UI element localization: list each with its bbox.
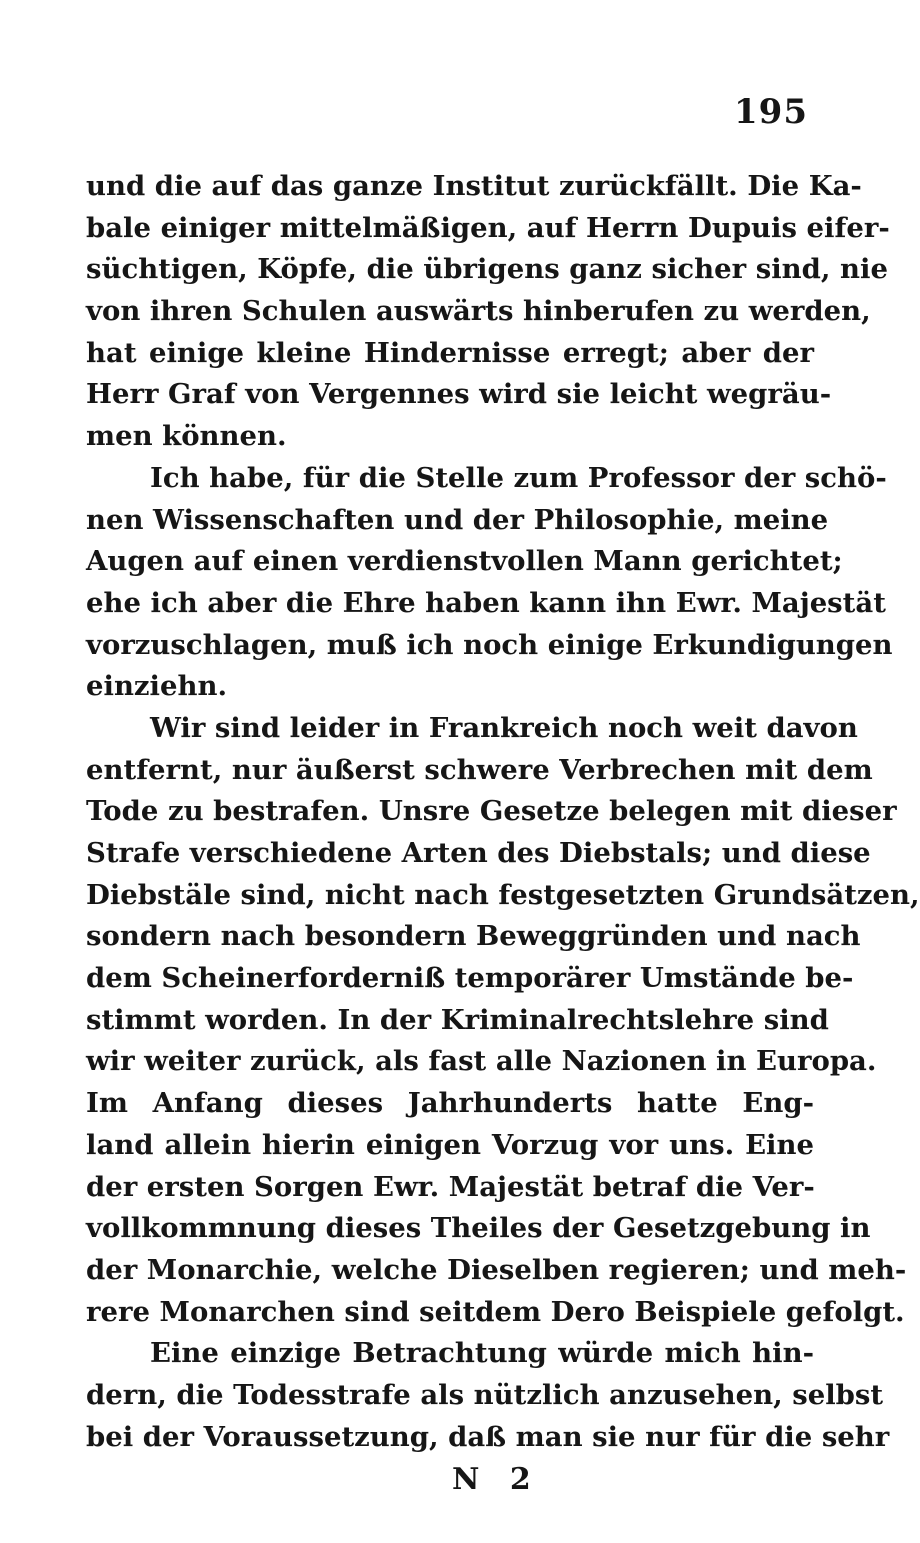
text-line: von ihren Schulen auswärts hinberufen zu werden, xyxy=(86,295,871,328)
text-line: vorzuschlagen, muß ich noch einige Erkundigungen xyxy=(86,628,893,661)
text-line: Augen auf einen verdienstvollen Mann gerichtet; xyxy=(86,545,843,578)
text-line: rere Monarchen sind seitdem Dero Beispiele gefolgt. xyxy=(86,1295,905,1328)
text-line: men können. xyxy=(86,420,287,453)
text-line: sondern nach besondern Beweggründen und nach xyxy=(86,920,861,953)
text-line: süchtigen, Köpfe, die übrigens ganz sicher sind, nie xyxy=(86,253,888,286)
text-line: hat einige kleine Hindernisse erregt; aber der xyxy=(86,336,814,369)
text-line: dern, die Todesstrafe als nützlich anzusehen, selbst xyxy=(86,1378,884,1411)
text-line: vollkommnung dieses Theiles der Gesetzgebung in xyxy=(86,1212,871,1245)
printer-signature-mark: N 2 xyxy=(452,1462,541,1497)
text-line: Im Anfang dieses Jahrhunderts hatte Eng- xyxy=(86,1087,814,1120)
body-text xyxy=(86,166,920,1458)
text-line: der ersten Sorgen Ewr. Majestät betraf die Ver- xyxy=(86,1170,815,1203)
text-line: und die auf das ganze Institut zurückfällt. Die Ka- xyxy=(86,170,862,202)
page-number: 195 xyxy=(734,92,808,132)
text-line: wir weiter zurück, als fast alle Nazionen in Europa. xyxy=(86,1045,877,1078)
text-line: stimmt worden. In der Kriminalrechtslehre sind xyxy=(86,1003,829,1036)
text-line: nen Wissenschaften und der Philosophie, meine xyxy=(86,503,829,536)
text-line: einziehn. xyxy=(86,670,228,703)
text-line: Ich habe, für die Stelle zum Professor der schö- xyxy=(150,461,887,494)
text-line: Wir sind leider in Frankreich noch weit davon xyxy=(150,711,858,744)
text-line: entfernt, nur äußerst schwere Verbrechen mit dem xyxy=(86,753,873,786)
text-line: Eine einzige Betrachtung würde mich hin- xyxy=(150,1337,814,1370)
text-line: Strafe verschiedene Arten des Diebstals; und diese xyxy=(86,837,871,869)
text-line: Diebstäle sind, nicht nach festgesetzten Grundsätzen, xyxy=(86,878,920,911)
text-line: Tode zu bestrafen. Unsre Gesetze belegen mit dieser xyxy=(86,795,897,828)
text-line: ehe ich aber die Ehre haben kann ihn Ewr. Majestät xyxy=(86,586,886,619)
text-line: Herr Graf von Vergennes wird sie leicht wegräu- xyxy=(86,378,832,411)
text-line: bei der Voraussetzung, daß man sie nur für die sehr xyxy=(86,1420,890,1453)
text-line: bale einiger mittelmäßigen, auf Herrn Dupuis eifer- xyxy=(86,211,890,244)
text-line: land allein hierin einigen Vorzug vor uns. Eine xyxy=(86,1128,814,1161)
text-line: der Monarchie, welche Dieselben regieren; und meh- xyxy=(86,1253,907,1286)
text-line: dem Scheinerforderniß temporärer Umstände be- xyxy=(86,962,854,995)
